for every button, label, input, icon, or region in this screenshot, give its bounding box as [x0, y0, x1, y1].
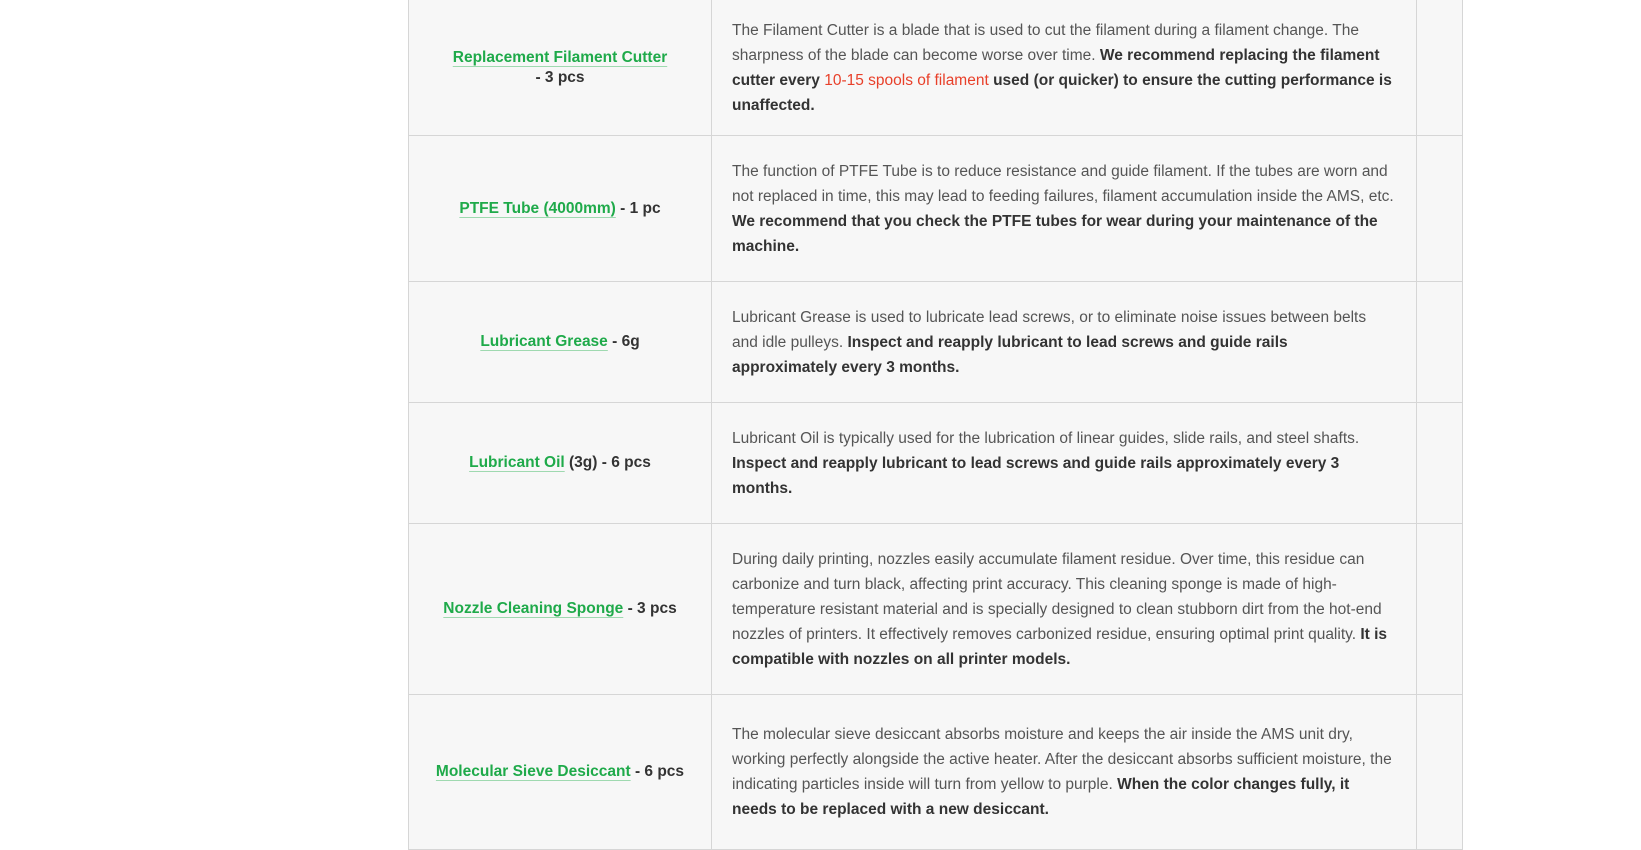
item-quantity: - 3 pcs [535, 68, 585, 86]
extra-cell [1417, 0, 1463, 136]
item-link-molecular-sieve-desiccant[interactable]: Molecular Sieve Desiccant [435, 763, 631, 780]
item-description-cell [712, 282, 1417, 403]
item-quantity: - 6 pcs [630, 763, 685, 780]
item-link-lubricant-oil[interactable]: Lubricant Oil [469, 454, 565, 471]
table-row [409, 403, 1463, 524]
item-quantity: - 1 pc [615, 199, 661, 217]
description-text: The Filament Cutter is a blade that is used to cut the filament during a filament change. The sharpness of the blade can become worse over time. [732, 21, 1359, 64]
extra-cell [1417, 282, 1463, 403]
item-name-cell [409, 695, 712, 850]
item-name-cell [409, 0, 712, 136]
table-row [409, 282, 1463, 403]
item-name-cell [409, 524, 712, 695]
table-row [409, 695, 1463, 850]
extra-cell [1417, 695, 1463, 850]
description-emphasis: Inspect and reapply lubricant to lead screws and guide rails approximately every 3 months. [732, 454, 1340, 497]
description-emphasis: It is compatible with nozzles on all printer models. [732, 625, 1388, 668]
description-emphasis: When the color changes fully, it needs to be replaced with a new desiccant. [732, 776, 1350, 818]
item-link-ptfe-tube[interactable]: PTFE Tube (4000mm) [459, 199, 616, 217]
description-emphasis: We recommend that you check the PTFE tubes for wear during your maintenance of the machine. [732, 212, 1378, 255]
accessories-table-container [408, 0, 1419, 850]
description-text: The function of PTFE Tube is to reduce resistance and guide filament. If the tubes are worn and not replaced in time, this may lead to feeding failures, filament accumulation inside the AMS, etc. [732, 162, 1394, 205]
extra-cell [1417, 403, 1463, 524]
table-row [409, 524, 1463, 695]
item-size: (3g) [564, 454, 598, 471]
extra-cell [1417, 524, 1463, 695]
item-description-cell [712, 524, 1417, 695]
description-emphasis: We recommend replacing the filament cutter every [732, 46, 1380, 89]
description-text: During daily printing, nozzles easily accumulate filament residue. Over time, this residue can carbonize and turn black, affecting print accuracy. This cleaning sponge is made of high-temperature resistant material and is specially designed to clean stubborn dirt from the hot-end nozzles of printers. It effectively removes carbonized residue, ensuring optimal print quality. [732, 550, 1382, 643]
description-text: The molecular sieve desiccant absorbs moisture and keeps the air inside the AMS unit dry, working perfectly alongside the active heater. After the desiccant absorbs sufficient moisture, the indicating particles inside will turn from yellow to purple. [732, 726, 1392, 793]
extra-cell [1417, 136, 1463, 282]
item-name-cell [409, 403, 712, 524]
item-description-cell [712, 0, 1417, 136]
item-name-cell [409, 136, 712, 282]
item-link-nozzle-cleaning-sponge[interactable]: Nozzle Cleaning Sponge [443, 600, 624, 617]
item-quantity: - 6g [607, 333, 640, 350]
item-description-cell [712, 695, 1417, 850]
item-link-lubricant-grease[interactable]: Lubricant Grease [480, 333, 608, 350]
description-highlight: 10-15 spools of filament [824, 71, 989, 89]
description-emphasis: used (or quicker) to ensure the cutting performance is unaffected. [732, 71, 1392, 114]
table-row [409, 0, 1463, 136]
item-name-cell [409, 282, 712, 403]
table-row [409, 136, 1463, 282]
description-emphasis: Inspect and reapply lubricant to lead screws and guide rails approximately every 3 months. [732, 333, 1288, 376]
item-description-cell [712, 136, 1417, 282]
accessories-table [408, 0, 1463, 850]
description-text: Lubricant Grease is used to lubricate lead screws, or to eliminate noise issues between belts and idle pulleys. [732, 308, 1367, 351]
item-quantity: - 3 pcs [623, 600, 677, 617]
item-link-filament-cutter[interactable]: Replacement Filament Cutter [452, 48, 668, 66]
item-description-cell [712, 403, 1417, 524]
description-text: Lubricant Oil is typically used for the lubrication of linear guides, slide rails, and steel shafts. [732, 429, 1360, 447]
item-quantity: - 6 pcs [597, 454, 651, 471]
